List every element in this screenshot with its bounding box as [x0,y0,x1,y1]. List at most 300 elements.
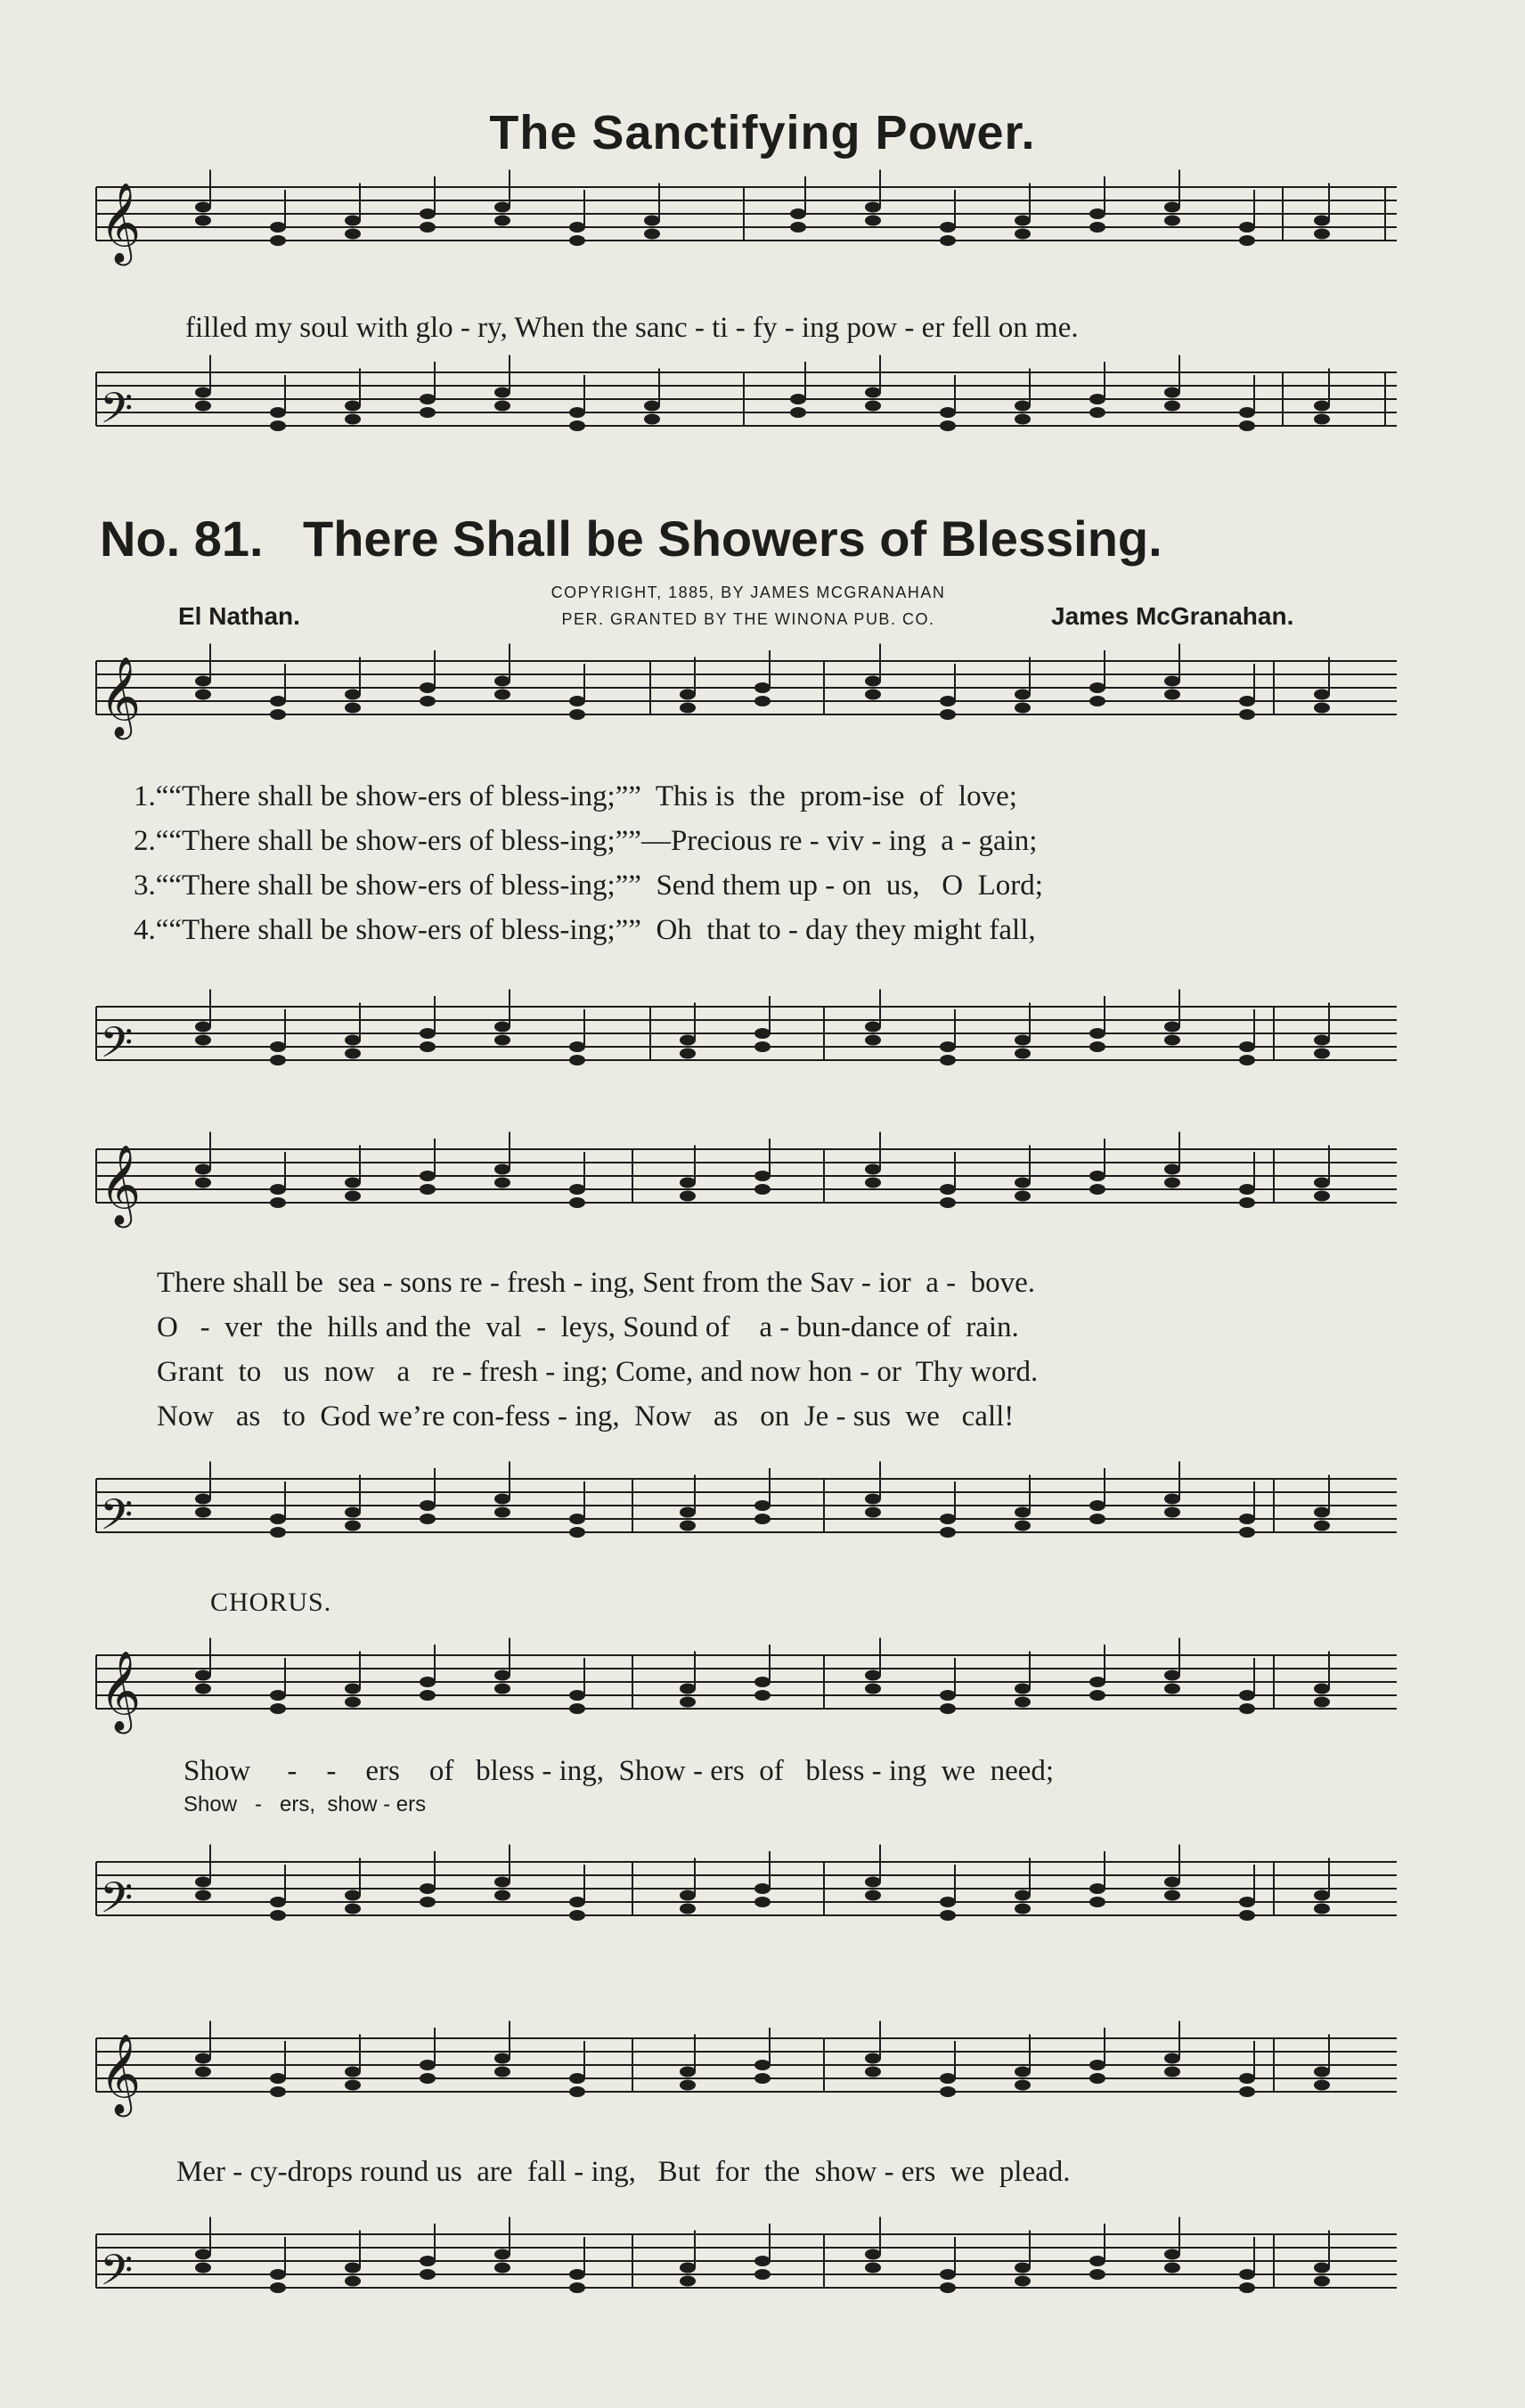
note-head [865,676,881,687]
note-head [494,202,510,213]
lyricist: El Nathan. [178,602,300,630]
note-head [569,2086,585,2097]
note-head [270,235,286,246]
note-head [420,1514,436,1524]
note-head [754,1041,771,1052]
note-head [1239,696,1255,706]
note-head [754,682,771,693]
note-head [865,1890,881,1901]
note-head [420,682,436,693]
verse-line: 1.““There shall be show-ers of bless-ing;”” This is the prom-ise of love; [134,780,1017,812]
note-head [1314,2067,1330,2077]
note-head [940,1897,956,1907]
note-head [195,1164,211,1175]
note-head [1164,2249,1180,2260]
note-head [754,1500,771,1511]
note-head [790,394,806,404]
note-head [195,2053,211,2064]
note-head [195,676,211,687]
note-head [1089,696,1105,706]
note-head [1089,407,1105,418]
note-head [569,420,585,431]
note-head [494,2067,510,2077]
note-head [345,1049,361,1059]
note-head [1314,1035,1330,1046]
note-head [1015,703,1031,714]
note-head [940,1703,956,1714]
note-head [1164,690,1180,700]
note-head [270,1690,286,1701]
note-head [345,1697,361,1708]
note-head [1089,222,1105,233]
note-head [754,2073,771,2084]
note-head [270,1527,286,1538]
note-head [1239,1184,1255,1195]
note-head [1239,1690,1255,1701]
note-head [195,388,211,398]
treble-clef-icon: 𝄞 [100,1652,142,1729]
note-head [790,208,806,219]
note-head [940,1184,956,1195]
note-head [270,1514,286,1524]
note-head [1164,1022,1180,1033]
note-head [1164,2067,1180,2077]
note-head [865,1507,881,1518]
top-hymn-lyric: filled my soul with glo - ry, When the sanc - ti - fy - ing pow - er fell on me. [185,312,1079,344]
note-head [494,690,510,700]
note-head [195,1684,211,1694]
note-head [195,401,211,412]
note-head [1314,1191,1330,1202]
note-head [1314,401,1330,412]
note-head [345,414,361,425]
note-head [345,1521,361,1531]
note-head [865,1022,881,1033]
note-head [345,703,361,714]
note-head [754,2060,771,2070]
note-head [940,420,956,431]
note-head [494,1877,510,1888]
note-head [345,1904,361,1914]
note-head [865,1035,881,1046]
note-head [1239,709,1255,720]
note-head [1239,1514,1255,1524]
note-head [865,1164,881,1175]
note-head [940,2282,956,2293]
note-head [865,2053,881,2064]
note-head [195,1670,211,1681]
note-head [345,1507,361,1518]
note-head [680,2080,696,2091]
note-head [420,2256,436,2266]
note-head [865,216,881,226]
note-head [270,709,286,720]
verse-line: 3.““There shall be show-ers of bless-ing;”” Send them up - on us, O Lord; [134,869,1043,902]
note-head [270,2269,286,2280]
note-head [1164,1890,1180,1901]
note-head [1015,2067,1031,2077]
note-head [569,1910,585,1921]
note-head [569,1703,585,1714]
note-head [345,1178,361,1188]
note-head [1015,2080,1031,2091]
chorus-label: CHORUS. [210,1588,332,1617]
note-head [270,420,286,431]
note-head [569,1527,585,1538]
note-head [865,1494,881,1505]
note-head [644,216,660,226]
note-head [345,1191,361,1202]
note-head [569,1514,585,1524]
note-head [270,2086,286,2097]
note-head [195,1890,211,1901]
composer: James McGranahan. [1051,602,1294,630]
note-head [420,1883,436,1894]
note-head [420,394,436,404]
note-head [1164,388,1180,398]
note-head [790,222,806,233]
note-head [494,401,510,412]
note-head [865,2249,881,2260]
note-head [270,696,286,706]
note-head [1314,703,1330,714]
note-head [1089,1041,1105,1052]
note-head [270,222,286,233]
top-hymn-title: The Sanctifying Power. [489,106,1036,159]
note-head [1089,394,1105,404]
note-head [1089,2060,1105,2070]
note-head [1314,2276,1330,2287]
note-head [940,1527,956,1538]
note-head [1089,2269,1105,2280]
note-head [195,690,211,700]
note-head [1015,2276,1031,2287]
note-head [195,2263,211,2273]
note-head [680,2067,696,2077]
note-head [680,1521,696,1531]
note-head [865,1670,881,1681]
note-head [195,1507,211,1518]
note-head [1239,407,1255,418]
note-head [1164,1670,1180,1681]
note-head [345,2080,361,2091]
note-head [270,1055,286,1065]
note-head [1164,1178,1180,1188]
note-head [1239,1703,1255,1714]
note-head [1089,1897,1105,1907]
note-head [1164,2053,1180,2064]
note-head [1015,690,1031,700]
note-head [195,2249,211,2260]
note-head [754,1677,771,1687]
note-head [1314,690,1330,700]
note-head [1015,1904,1031,1914]
note-head [345,690,361,700]
note-head [865,202,881,213]
note-head [1164,676,1180,687]
note-head [494,388,510,398]
note-head [195,1035,211,1046]
note-head [1089,1028,1105,1039]
copyright-notice [499,579,998,633]
note-head [345,2067,361,2077]
note-head [1239,235,1255,246]
note-head [195,1178,211,1188]
note-head [1164,1684,1180,1694]
note-head [680,1890,696,1901]
note-head [195,1494,211,1505]
note-head [1015,2263,1031,2273]
note-head [754,2269,771,2280]
note-head [865,2067,881,2077]
note-head [680,1049,696,1059]
note-head [754,1690,771,1701]
bass-clef-icon: 𝄢 [100,1491,134,1549]
note-head [940,407,956,418]
note-head [569,1184,585,1195]
note-head [1015,1684,1031,1694]
note-head [940,1514,956,1524]
note-head [940,1690,956,1701]
note-head [940,1055,956,1065]
note-head [940,222,956,233]
note-head [1314,1890,1330,1901]
note-head [1015,414,1031,425]
chorus-echo-lyric: Show - ers, show - ers [183,1792,427,1816]
note-head [1239,2269,1255,2280]
note-head [494,1670,510,1681]
note-head [569,1197,585,1208]
note-head [494,2249,510,2260]
note-head [680,2276,696,2287]
copyright-line-2: PER. GRANTED BY THE WINONA PUB. CO. [561,610,935,628]
note-head [680,703,696,714]
note-head [754,1883,771,1894]
note-head [569,709,585,720]
note-head [1239,2073,1255,2084]
note-head [420,2269,436,2280]
note-head [1089,1184,1105,1195]
bass-clef-icon: 𝄢 [100,1874,134,1932]
note-head [1089,1514,1105,1524]
note-head [1164,2263,1180,2273]
treble-clef-icon: 𝄞 [100,184,142,261]
note-head [569,696,585,706]
verse-line: Grant to us now a re - fresh - ing; Come, and now hon - or Thy word. [157,1356,1039,1388]
note-head [1239,2086,1255,2097]
note-head [1239,420,1255,431]
note-head [754,1171,771,1181]
note-head [494,2263,510,2273]
note-head [1314,1684,1330,1694]
note-head [1239,1897,1255,1907]
note-head [345,1890,361,1901]
note-head [345,1684,361,1694]
note-head [569,2269,585,2280]
note-head [680,1178,696,1188]
note-head [494,1178,510,1188]
note-head [494,1164,510,1175]
note-head [1089,208,1105,219]
note-head [1089,2256,1105,2266]
note-head [569,2073,585,2084]
note-head [1314,1521,1330,1531]
note-head [1015,229,1031,240]
note-head [754,696,771,706]
note-head [1314,1697,1330,1708]
note-head [1314,2080,1330,2091]
note-head [270,2282,286,2293]
note-head [940,2269,956,2280]
note-head [270,1910,286,1921]
note-head [680,2263,696,2273]
note-head [754,1514,771,1524]
note-head [569,1041,585,1052]
note-head [345,216,361,226]
note-head [940,1197,956,1208]
note-head [1089,1690,1105,1701]
note-head [680,1684,696,1694]
treble-clef-icon: 𝄞 [100,2035,142,2112]
note-head [494,1022,510,1033]
note-head [494,1507,510,1518]
note-head [569,1897,585,1907]
note-head [195,1877,211,1888]
note-head [754,2256,771,2266]
note-head [195,202,211,213]
note-head [345,401,361,412]
note-head [1015,1178,1031,1188]
note-head [270,1197,286,1208]
note-head [1314,216,1330,226]
note-head [494,1494,510,1505]
bass-clef-icon: 𝄢 [100,385,134,443]
note-head [1015,1191,1031,1202]
note-head [1089,682,1105,693]
note-head [1164,1877,1180,1888]
verse-line: O - ver the hills and the val - leys, Sound of a - bun-dance of rain. [157,1311,1019,1343]
note-head [270,1041,286,1052]
note-head [1089,1677,1105,1687]
note-head [865,1684,881,1694]
note-head [420,407,436,418]
bass-clef-icon: 𝄢 [100,1019,134,1077]
note-head [270,2073,286,2084]
note-head [1314,1178,1330,1188]
note-head [865,690,881,700]
note-head [865,2263,881,2273]
note-head [1239,1910,1255,1921]
note-head [494,216,510,226]
note-head [569,2282,585,2293]
note-head [644,401,660,412]
note-head [420,696,436,706]
verse-line: Now as to God we’re con-fess - ing, Now as on Je - sus we call! [157,1400,1015,1433]
note-head [1015,1521,1031,1531]
note-head [1015,1507,1031,1518]
note-head [865,1877,881,1888]
note-head [420,222,436,233]
note-head [1089,1171,1105,1181]
note-head [1314,2263,1330,2273]
note-head [1239,1527,1255,1538]
note-head [1164,1164,1180,1175]
note-head [940,696,956,706]
treble-clef-icon: 𝄞 [100,1146,142,1223]
note-head [195,216,211,226]
bass-clef-icon: 𝄢 [100,2247,134,2305]
note-head [680,1507,696,1518]
note-head [1164,401,1180,412]
note-head [1239,2282,1255,2293]
note-head [1314,414,1330,425]
note-head [1015,216,1031,226]
treble-clef-icon: 𝄞 [100,657,142,735]
note-head [940,709,956,720]
note-head [644,414,660,425]
note-head [865,1178,881,1188]
note-head [1164,1035,1180,1046]
note-head [1164,216,1180,226]
note-head [940,2073,956,2084]
note-head [569,222,585,233]
hymn-title: There Shall be Showers of Blessing. [303,510,1162,567]
note-head [420,1171,436,1181]
note-head [1164,202,1180,213]
note-head [1314,1904,1330,1914]
note-head [940,1910,956,1921]
note-head [494,1035,510,1046]
note-head [940,235,956,246]
note-head [195,2067,211,2077]
note-head [790,407,806,418]
note-head [345,229,361,240]
note-head [1314,1507,1330,1518]
note-head [1239,1197,1255,1208]
note-head [494,1890,510,1901]
note-head [420,1028,436,1039]
note-head [569,1055,585,1065]
note-head [1015,1697,1031,1708]
note-head [420,1500,436,1511]
note-head [1239,222,1255,233]
note-head [1015,1890,1031,1901]
note-head [940,2086,956,2097]
verse-line: There shall be sea - sons re - fresh - ing, Sent from the Sav - ior a - bove. [157,1267,1036,1299]
note-head [420,208,436,219]
note-head [494,676,510,687]
chorus-lyric: Mer - cy-drops round us are fall - ing, But for the show - ers we plead. [176,2156,1071,2188]
note-head [1015,1035,1031,1046]
note-head [1015,1049,1031,1059]
note-head [569,407,585,418]
note-head [680,1904,696,1914]
note-head [345,2276,361,2287]
note-head [680,1191,696,1202]
note-head [865,388,881,398]
note-head [195,1022,211,1033]
note-head [1239,1055,1255,1065]
note-head [420,1897,436,1907]
note-head [494,2053,510,2064]
note-head [1164,1507,1180,1518]
note-head [1089,2073,1105,2084]
note-head [754,1184,771,1195]
note-head [420,1690,436,1701]
note-head [569,235,585,246]
note-head [754,1897,771,1907]
copyright-line-1: COPYRIGHT, 1885, BY JAMES MCGRANAHAN [550,584,946,601]
